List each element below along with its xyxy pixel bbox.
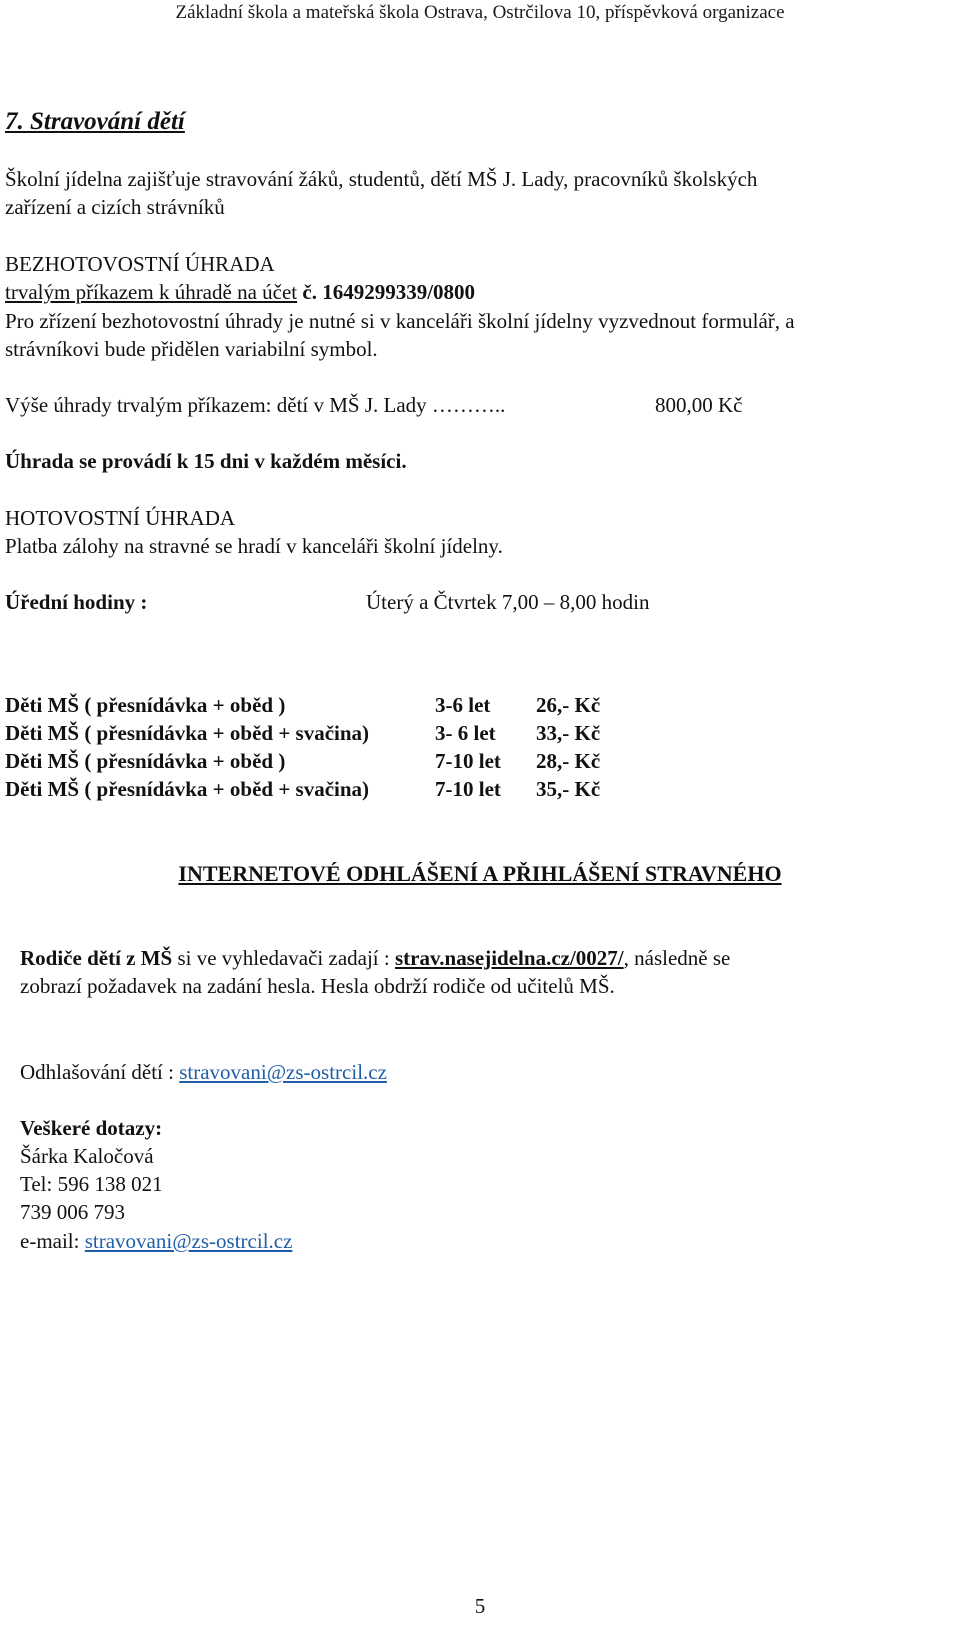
price-row-price: 28,- Kč [536, 749, 601, 773]
parents-text: si ve vyhledavači zadají : [172, 946, 395, 970]
price-row [5, 693, 705, 719]
amount-value: 800,00 Kč [655, 393, 743, 417]
intro-line-1: Školní jídelna zajišťuje stravování žáků, studentů, dětí MŠ J. Lady, pracovníků školských [5, 167, 758, 191]
due-date-note: Úhrada se provádí k 15 dni v každém měsíci. [5, 449, 407, 473]
contact-tel: Tel: 596 138 021 [20, 1172, 163, 1196]
contact-email-link[interactable]: stravovani@zs-ostrcil.cz [84, 1229, 293, 1253]
price-row-age: 3- 6 let [435, 721, 496, 745]
amount-label: Výše úhrady trvalým příkazem: dětí v MŠ J. Lady ……….. [5, 393, 506, 417]
cash-desc: Platba zálohy na stravné se hradí v kanceláři školní jídelny. [5, 534, 503, 558]
cashless-heading: BEZHOTOVOSTNÍ ÚHRADA [5, 252, 275, 276]
unsubscribe-label: Odhlašování dětí : [20, 1060, 180, 1084]
price-row-price: 33,- Kč [536, 721, 601, 745]
contact-heading: Veškeré dotazy: [20, 1116, 163, 1140]
account-number: č. 1649299339/0800 [297, 280, 476, 304]
price-row-age: 7-10 let [435, 749, 501, 773]
contact-email-line [20, 1229, 292, 1254]
price-row [5, 721, 705, 747]
price-row-age: 7-10 let [435, 777, 501, 801]
parents-after: , následně se [623, 946, 731, 970]
cashless-desc-line-2: strávníkovi bude přidělen variabilní symbol. [5, 337, 378, 361]
price-row-price: 26,- Kč [536, 693, 601, 717]
intro-line-2: zařízení a cizích strávníků [5, 195, 225, 219]
office-hours-label: Úřední hodiny : [5, 590, 148, 614]
document-header: Základní škola a mateřská škola Ostrava, Ostrčilova 10, příspěvková organizace [175, 2, 785, 23]
price-row-age: 3-6 let [435, 693, 491, 717]
parents-instructions-line-1 [20, 946, 730, 971]
price-row-label: Děti MŠ ( přesnídávka + oběd + svačina) [5, 777, 370, 801]
price-row [5, 749, 705, 775]
cashless-desc-line-1: Pro zřízení bezhotovostní úhrady je nutné si v kanceláři školní jídelny vyzvednout formulář, a [5, 309, 795, 333]
contact-mobile: 739 006 793 [20, 1200, 125, 1224]
cashless-account-line [5, 280, 475, 305]
page-number: 5 [474, 1594, 486, 1618]
contact-email-label: e-mail: [20, 1229, 85, 1253]
ordering-url-link[interactable]: strav.nasejidelna.cz/0027/ [394, 946, 624, 970]
office-hours-value: Úterý a Čtvrtek 7,00 – 8,00 hodin [366, 590, 650, 614]
cash-heading: HOTOVOSTNÍ ÚHRADA [5, 506, 236, 530]
unsubscribe-email-link[interactable]: stravovani@zs-ostrcil.cz [179, 1060, 387, 1084]
parents-bold: Rodiče dětí z MŠ [20, 946, 173, 970]
unsubscribe-line [20, 1060, 387, 1085]
standing-order-text: trvalým příkazem k úhradě na účet [5, 280, 298, 304]
contact-name: Šárka Kaločová [20, 1144, 154, 1168]
price-row-label: Děti MŠ ( přesnídávka + oběd ) [5, 693, 286, 717]
price-row-price: 35,- Kč [536, 777, 601, 801]
internet-heading: INTERNETOVÉ ODHLÁŠENÍ A PŘIHLÁŠENÍ STRAVNÉHO [178, 861, 782, 886]
price-row [5, 777, 705, 803]
price-row-label: Děti MŠ ( přesnídávka + oběd + svačina) [5, 721, 370, 745]
section-title: 7. Stravování dětí [5, 108, 185, 135]
price-row-label: Děti MŠ ( přesnídávka + oběd ) [5, 749, 286, 773]
parents-instructions-line-2: zobrazí požadavek na zadání hesla. Hesla obdrží rodiče od učitelů MŠ. [20, 974, 615, 998]
